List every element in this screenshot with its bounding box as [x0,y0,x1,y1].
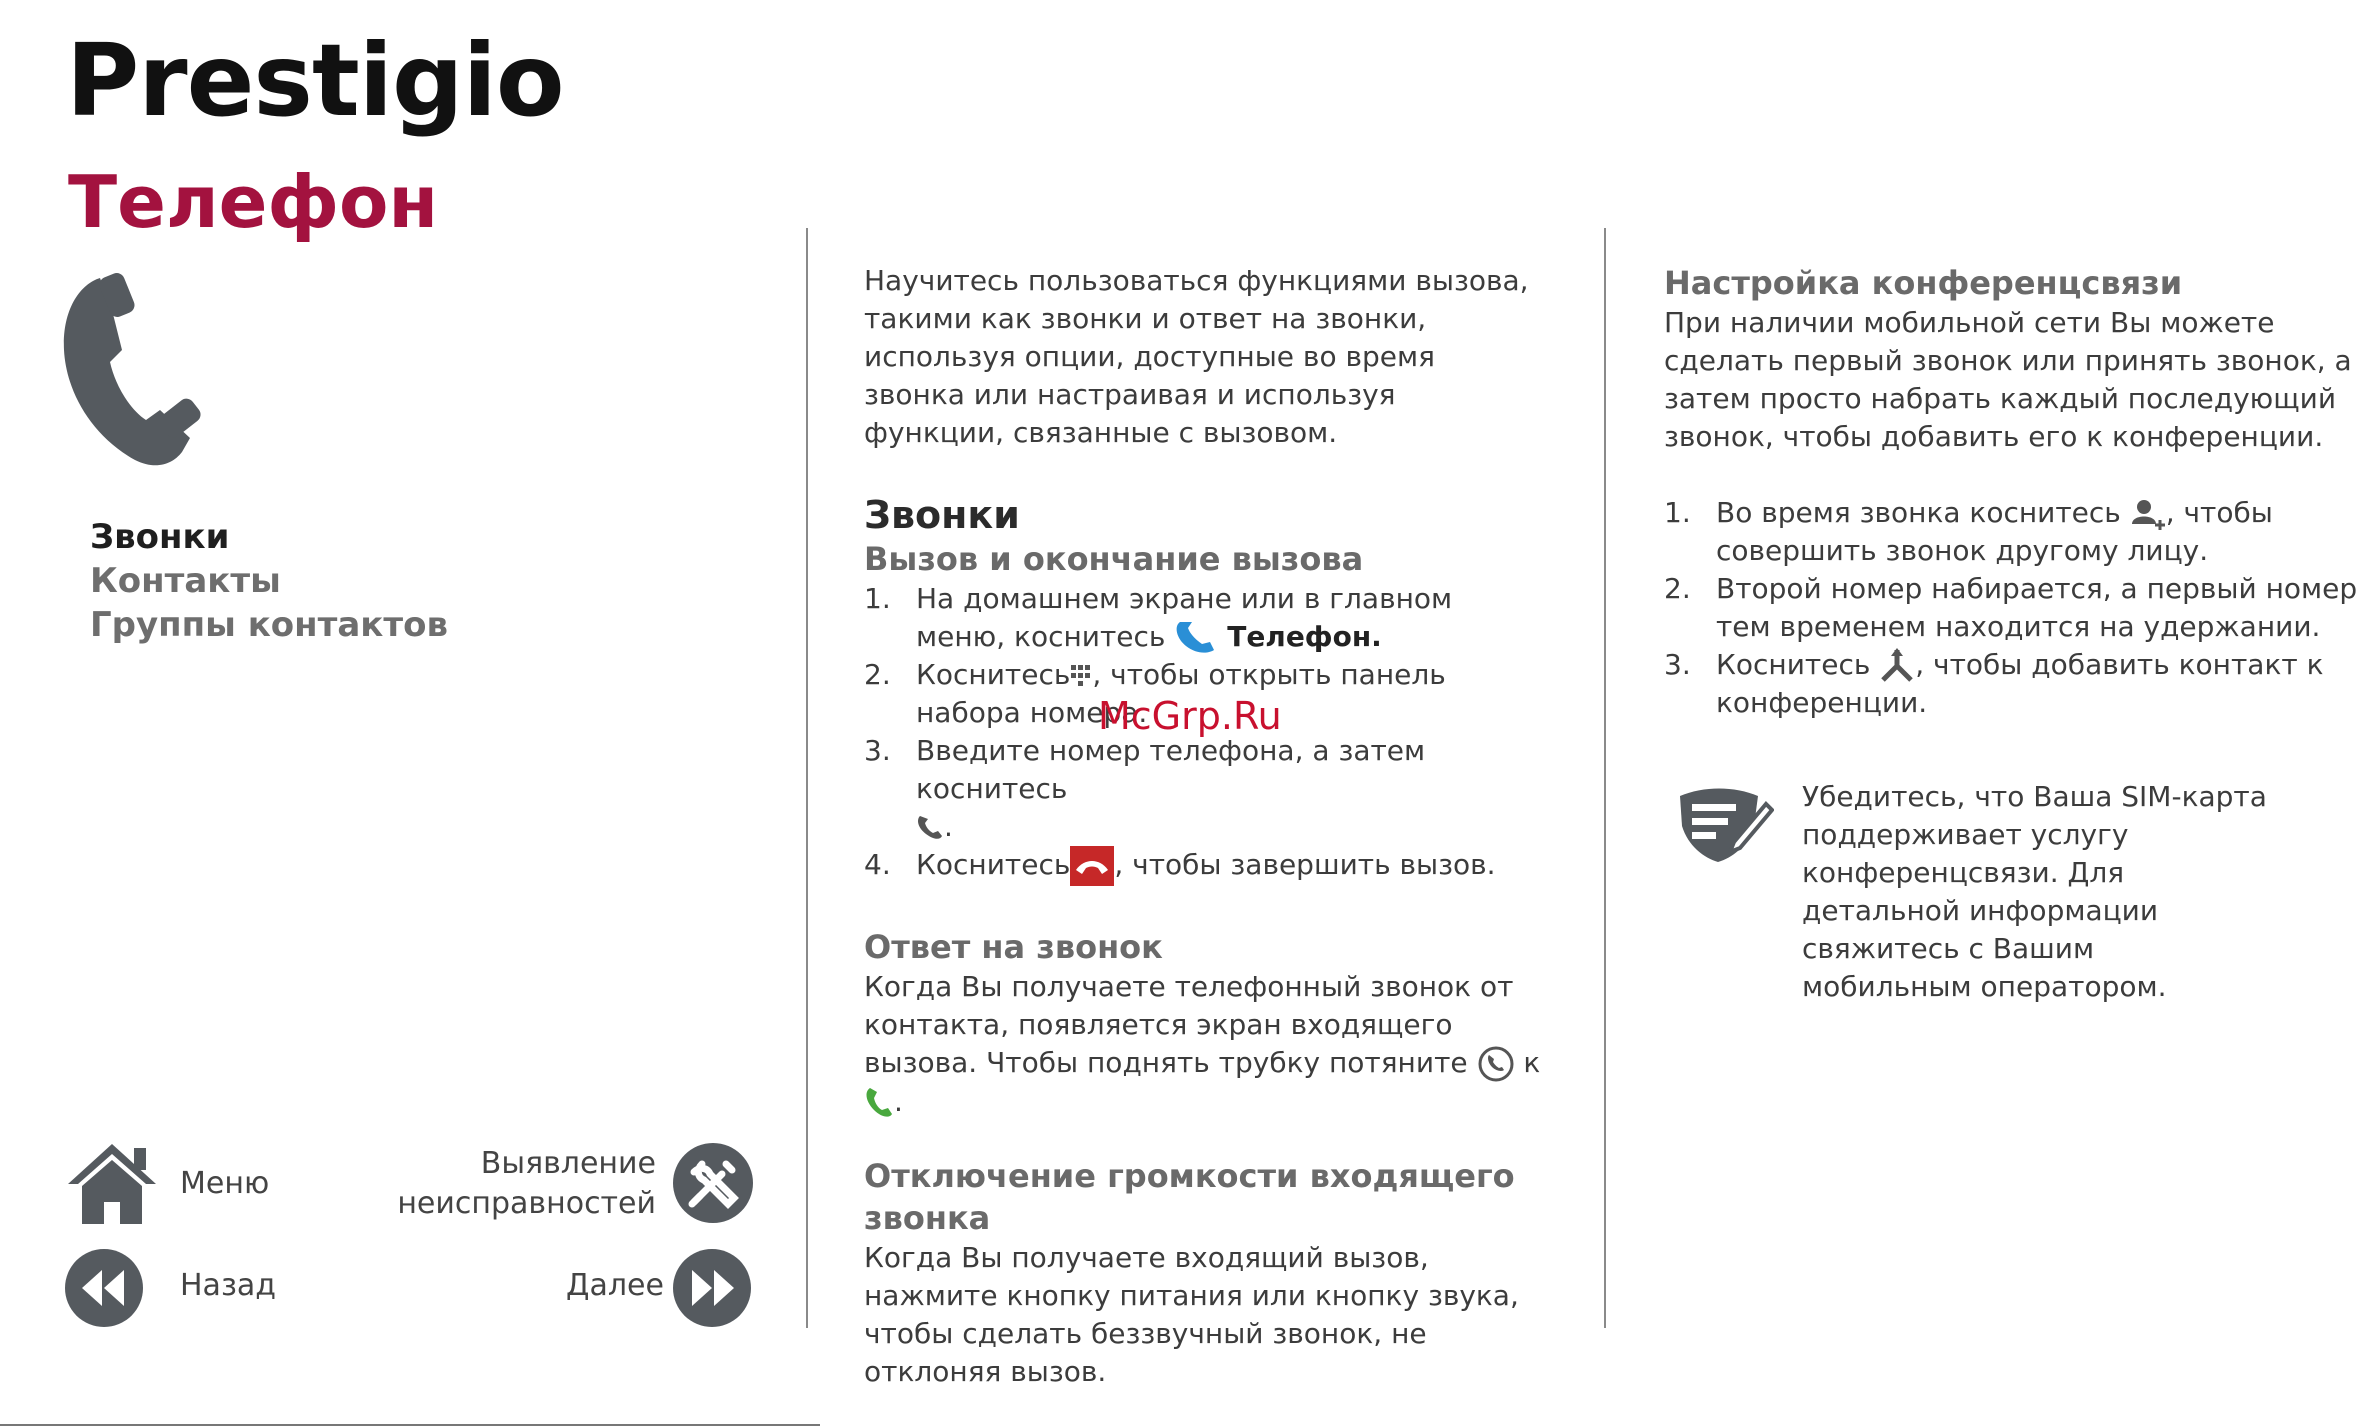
step-number: 1. [864,582,891,615]
answer-slider-icon [1477,1045,1515,1083]
heading-mute-call: Отключение громкости входящего звонка [864,1157,1515,1237]
mute-text: Когда Вы получаете входящий вызов, нажмите кнопку питания или кнопку звука, чтобы сделать беззвучный звонок, не отклоняя вызов. [864,1241,1519,1388]
section-toc [90,515,448,647]
add-call-icon [2130,498,2166,530]
conf-step-3-a: Коснитесь [1716,648,1871,681]
note-text: Убедитесь, что Ваша SIM-карта поддерживает услугу конференцсвязи. Для детальной информации свяжитесь с Вашим мобильным оператором. [1802,780,2267,1003]
step-2-text-a: Коснитесь [916,658,1071,691]
step-3-text: Введите номер телефона, а затем коснитесь [916,734,1426,805]
step-1-app: Телефон. [1227,620,1382,653]
heading-answer-call: Ответ на звонок [864,928,1163,966]
answer-to: к [1523,1046,1541,1079]
next-icon[interactable] [672,1248,752,1328]
conf-step-2: Второй номер набирается, а первый номер тем временем находится на удержании. [1716,572,2358,643]
heading-calls: Звонки [864,493,1020,537]
toc-item-calls[interactable]: Звонки [90,517,230,557]
list-item [1664,494,2360,570]
brand-logo: Prestigio [66,22,564,139]
conf-step-1-b: , чтобы совершить звонок другому лицу. [1716,496,2273,567]
phone-icon [60,270,210,470]
list-item: 3. Введите номер телефона, а затем коснитесь . [864,734,1426,843]
troubleshoot-line1: Выявление [480,1146,656,1181]
home-icon[interactable] [64,1140,160,1226]
step-number: 4. [864,848,891,881]
merge-calls-icon [1879,648,1915,684]
step-number: 3. [1664,648,1691,681]
troubleshoot-link[interactable] [396,1144,656,1224]
answer-text-body: Когда Вы получаете телефонный звонок от контакта, появляется экран входящего вызова. Чтобы поднять трубку потяните [864,970,1514,1079]
dialpad-icon [1070,664,1092,688]
back-link[interactable]: Назад [180,1268,277,1303]
note-icon [1674,782,1774,866]
conference-text: При наличии мобильной сети Вы можете сделать первый звонок или принять звонок, а затем просто набрать каждый последующий звонок, чтобы добавить его к конференции. [1664,306,2352,453]
conf-step-3-b: , чтобы добавить контакт к конференции. [1716,648,2324,719]
step-4-text-a: Коснитесь [916,848,1071,881]
toc-item-contact-groups[interactable]: Группы контактов [90,605,448,645]
green-phone-icon [864,1086,894,1120]
list-item [864,580,1544,656]
watermark: McGrp.Ru [1098,694,1282,738]
conference-column [1664,262,2360,1006]
list-item [1664,646,2360,722]
next-link[interactable]: Далее [566,1268,664,1303]
end-call-icon [1070,846,1114,886]
step-2-text-b: , чтобы открыть панель набора номера. [916,658,1446,729]
tools-icon[interactable] [672,1142,754,1224]
step-number: 3. [864,734,891,767]
column-divider-2 [1604,228,1606,1328]
toc-item-contacts[interactable]: Контакты [90,561,281,601]
column-divider-1 [806,228,808,1328]
step-1-text: На домашнем экране или в главном меню, коснитесь [916,582,1453,653]
menu-link[interactable]: Меню [180,1166,270,1201]
call-icon [916,814,944,842]
footer-rule [0,1424,820,1426]
blue-phone-icon [1174,620,1218,656]
note-block [1664,778,2360,1006]
intro-text: Научитесь пользоваться функциями вызова, такими как звонки и ответ на звонки, используя опции, доступные во время звонка или настраивая и используя функции, связанные с вызовом. [864,264,1529,449]
answer-text: Когда Вы получаете телефонный звонок от контакта, появляется экран входящего вызова. Чтобы поднять трубку потяните к . [864,970,1541,1118]
back-icon[interactable] [64,1248,144,1328]
heading-conference: Настройка конференцсвязи [1664,264,2183,302]
step-4-text-b: , чтобы завершить вызов. [1114,848,1496,881]
list-item [864,846,1544,886]
heading-make-call: Вызов и окончание вызова [864,540,1364,578]
step-number: 1. [1664,496,1691,529]
troubleshoot-line2: неисправностей [397,1186,656,1221]
conference-steps [1664,494,2360,722]
step-number: 2. [864,658,891,691]
conf-step-1-a: Во время звонка коснитесь [1716,496,2121,529]
list-item [1664,570,2360,646]
step-number: 2. [1664,572,1691,605]
page-title: Телефон [68,160,439,244]
calls-column [864,262,1544,1391]
